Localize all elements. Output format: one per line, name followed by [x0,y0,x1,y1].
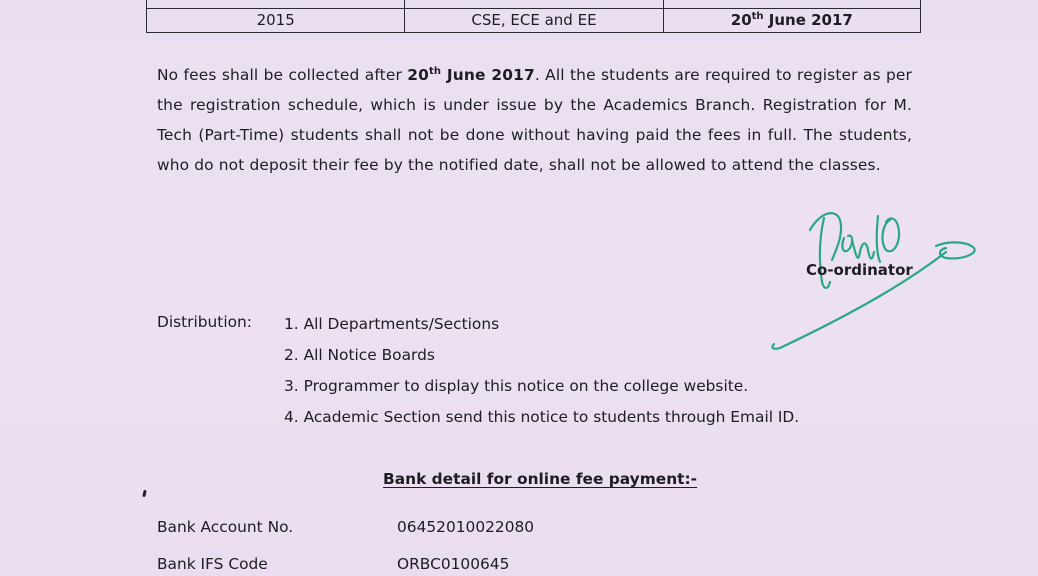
notice-text-b: . All the students are required to register as per the registration schedule, which is under issue by the Academics Branch. Registration for M. Tech (Part-Time) students shall not be done without having paid the fees in full. The students, who do not deposit their fee by the notified date, shall not be allowed to attend the classes. [157,66,912,174]
bank-ifsc-label: Bank IFS Code [157,555,268,573]
ink-dot [142,490,146,497]
signatory-title: Co-ordinator [806,261,913,279]
distribution-list [284,313,799,437]
fee-schedule-table [146,0,921,33]
table-row [147,0,921,8]
bank-ifsc-row [157,555,510,573]
bank-account-label: Bank Account No. [157,518,294,536]
date-rest: June 2017 [763,11,853,30]
distribution-label: Distribution: [157,313,252,331]
list-item: 4. Academic Section send this notice to students through Email ID. [284,408,800,426]
notice-text-a: No fees shall be collected after [157,66,408,84]
branches-cell: CSE, ECE and EE [405,8,663,32]
list-item: 1. All Departments/Sections [284,315,500,333]
table-row [147,8,921,32]
bank-ifsc-value: ORBC0100645 [397,555,510,573]
list-item: 3. Programmer to display this notice on the college website. [284,377,749,395]
bank-details-heading: Bank detail for online fee payment:- [383,470,698,488]
bank-account-value: 06452010022080 [397,518,535,536]
bank-account-row [157,518,535,536]
date-day: 20 [730,11,752,30]
deadline-day: 20 [407,66,429,84]
deadline-suffix: th [428,66,442,77]
date-suffix: th [751,11,764,23]
deadline-date [407,66,535,84]
list-item: 2. All Notice Boards [284,346,435,364]
notice-paragraph [157,60,912,180]
batch-cell: 2015 [147,8,405,32]
last-date-cell [663,8,920,32]
deadline-rest: June 2017 [441,66,535,84]
